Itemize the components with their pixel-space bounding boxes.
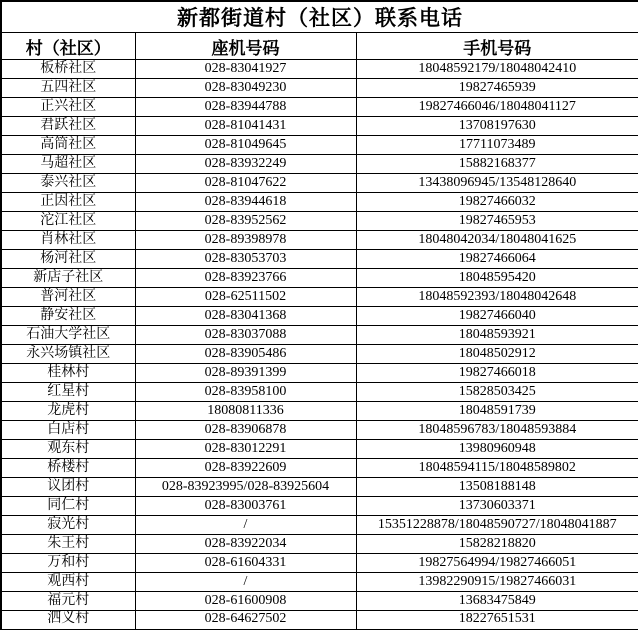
mobile-cell: 19827465953 [356, 212, 638, 231]
landline-cell: 028-89398978 [135, 231, 356, 250]
village-cell: 桥楼村 [1, 459, 135, 478]
landline-cell: 028-83958100 [135, 383, 356, 402]
table-row [1, 136, 638, 155]
landline-cell: 028-83041368 [135, 307, 356, 326]
table-row [1, 307, 638, 326]
landline-cell: 028-83952562 [135, 212, 356, 231]
table-header-row [1, 33, 638, 60]
table-row [1, 250, 638, 269]
mobile-cell: 18048592179/18048042410 [356, 60, 638, 79]
landline-cell: 028-83012291 [135, 440, 356, 459]
table-title-row [1, 1, 638, 33]
table-row [1, 459, 638, 478]
landline-cell: 028-61604331 [135, 554, 356, 573]
column-header-village: 村（社区） [1, 33, 135, 60]
table-row [1, 193, 638, 212]
landline-cell: 028-83905486 [135, 345, 356, 364]
village-cell: 静安社区 [1, 307, 135, 326]
table-row [1, 155, 638, 174]
mobile-cell: 13438096945/13548128640 [356, 174, 638, 193]
village-cell: 观西村 [1, 573, 135, 592]
village-cell: 永兴场镇社区 [1, 345, 135, 364]
village-cell: 五四社区 [1, 79, 135, 98]
page-title: 新都街道村（社区）联系电话 [1, 1, 638, 33]
landline-cell: 028-62511502 [135, 288, 356, 307]
landline-cell: 028-83944788 [135, 98, 356, 117]
table-row [1, 573, 638, 592]
table-row [1, 60, 638, 79]
village-cell: 泗义村 [1, 611, 135, 630]
village-cell: 普河社区 [1, 288, 135, 307]
village-cell: 桂林村 [1, 364, 135, 383]
mobile-cell: 17711073489 [356, 136, 638, 155]
mobile-cell: 15882168377 [356, 155, 638, 174]
landline-cell: 028-83041927 [135, 60, 356, 79]
village-cell: 板桥社区 [1, 60, 135, 79]
mobile-cell: 19827466046/18048041127 [356, 98, 638, 117]
village-cell: 议团村 [1, 478, 135, 497]
mobile-cell: 18048595420 [356, 269, 638, 288]
village-cell: 观东村 [1, 440, 135, 459]
mobile-cell: 13708197630 [356, 117, 638, 136]
mobile-cell: 19827466018 [356, 364, 638, 383]
table-row [1, 269, 638, 288]
table-row [1, 174, 638, 193]
mobile-cell: 18227651531 [356, 611, 638, 630]
landline-cell: 028-89391399 [135, 364, 356, 383]
mobile-cell: 18048042034/18048041625 [356, 231, 638, 250]
landline-cell: / [135, 573, 356, 592]
mobile-cell: 19827466064 [356, 250, 638, 269]
landline-cell: 028-83906878 [135, 421, 356, 440]
mobile-cell: 19827466040 [356, 307, 638, 326]
landline-cell: 028-83053703 [135, 250, 356, 269]
table-row [1, 117, 638, 136]
village-cell: 沱江社区 [1, 212, 135, 231]
table-row [1, 383, 638, 402]
table-row [1, 440, 638, 459]
landline-cell: 028-83003761 [135, 497, 356, 516]
village-cell: 龙虎村 [1, 402, 135, 421]
village-cell: 高筒社区 [1, 136, 135, 155]
column-header-landline: 座机号码 [135, 33, 356, 60]
village-cell: 杨河社区 [1, 250, 135, 269]
village-cell: 石油大学社区 [1, 326, 135, 345]
mobile-cell: 19827466032 [356, 193, 638, 212]
table-row [1, 478, 638, 497]
table-row [1, 497, 638, 516]
village-cell: 马超社区 [1, 155, 135, 174]
table-row [1, 212, 638, 231]
mobile-cell: 18048593921 [356, 326, 638, 345]
mobile-cell: 13730603371 [356, 497, 638, 516]
mobile-cell: 13508188148 [356, 478, 638, 497]
landline-cell: 028-64627502 [135, 611, 356, 630]
landline-cell: 028-83932249 [135, 155, 356, 174]
table-row [1, 592, 638, 611]
village-cell: 肖林社区 [1, 231, 135, 250]
landline-cell: / [135, 516, 356, 535]
mobile-cell: 19827564994/19827466051 [356, 554, 638, 573]
table-row [1, 611, 638, 630]
mobile-cell: 15351228878/18048590727/18048041887 [356, 516, 638, 535]
mobile-cell: 13982290915/19827466031 [356, 573, 638, 592]
table-row [1, 516, 638, 535]
table-row [1, 421, 638, 440]
table-row [1, 554, 638, 573]
table-row [1, 98, 638, 117]
landline-cell: 028-83923766 [135, 269, 356, 288]
table-row [1, 326, 638, 345]
table-row [1, 79, 638, 98]
landline-cell: 028-61600908 [135, 592, 356, 611]
village-cell: 白店村 [1, 421, 135, 440]
mobile-cell: 15828218820 [356, 535, 638, 554]
village-cell: 万和村 [1, 554, 135, 573]
mobile-cell: 15828503425 [356, 383, 638, 402]
village-cell: 正兴社区 [1, 98, 135, 117]
mobile-cell: 18048594115/18048589802 [356, 459, 638, 478]
village-cell: 福元村 [1, 592, 135, 611]
landline-cell: 028-83037088 [135, 326, 356, 345]
village-cell: 同仁村 [1, 497, 135, 516]
table-row [1, 231, 638, 250]
landline-cell: 028-83944618 [135, 193, 356, 212]
table-row [1, 535, 638, 554]
landline-cell: 028-81041431 [135, 117, 356, 136]
landline-cell: 028-83922609 [135, 459, 356, 478]
table-row [1, 345, 638, 364]
mobile-cell: 13980960948 [356, 440, 638, 459]
table-row [1, 364, 638, 383]
table-row [1, 288, 638, 307]
landline-cell: 18080811336 [135, 402, 356, 421]
column-header-mobile: 手机号码 [356, 33, 638, 60]
mobile-cell: 18048502912 [356, 345, 638, 364]
mobile-cell: 18048591739 [356, 402, 638, 421]
mobile-cell: 19827465939 [356, 79, 638, 98]
landline-cell: 028-83923995/028-83925604 [135, 478, 356, 497]
village-cell: 泰兴社区 [1, 174, 135, 193]
table-body [1, 60, 638, 630]
village-cell: 新店子社区 [1, 269, 135, 288]
village-cell: 正因社区 [1, 193, 135, 212]
village-cell: 红星村 [1, 383, 135, 402]
village-cell: 朱王村 [1, 535, 135, 554]
mobile-cell: 18048592393/18048042648 [356, 288, 638, 307]
mobile-cell: 13683475849 [356, 592, 638, 611]
landline-cell: 028-81047622 [135, 174, 356, 193]
village-cell: 君跃社区 [1, 117, 135, 136]
mobile-cell: 18048596783/18048593884 [356, 421, 638, 440]
table-row [1, 402, 638, 421]
landline-cell: 028-83049230 [135, 79, 356, 98]
landline-cell: 028-81049645 [135, 136, 356, 155]
village-cell: 寂光村 [1, 516, 135, 535]
landline-cell: 028-83922034 [135, 535, 356, 554]
